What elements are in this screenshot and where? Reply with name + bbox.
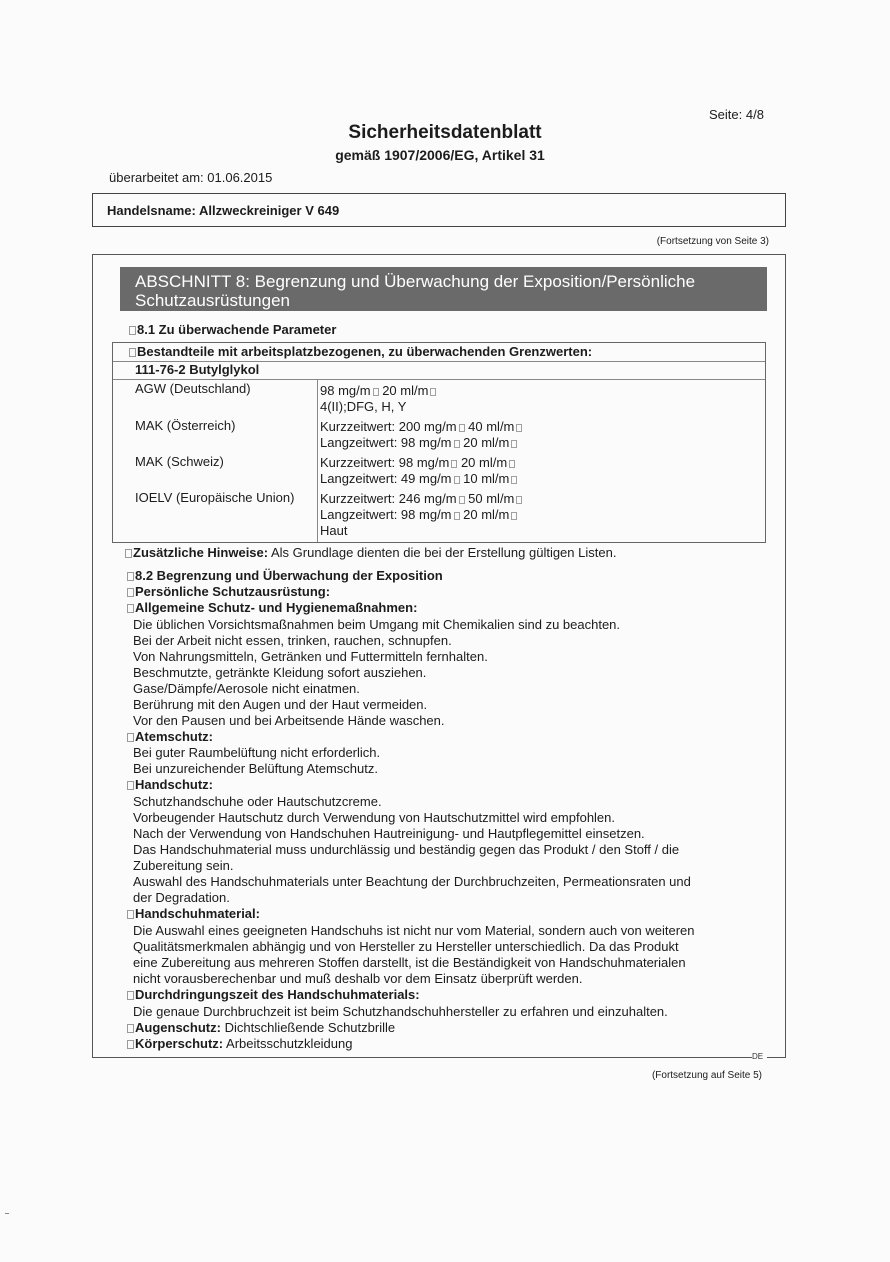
hygiene-line: Von Nahrungsmitteln, Getränken und Futtermitteln fernhalten. — [133, 649, 488, 664]
limit-value-line: 98 mg/m 20 ml/m — [320, 383, 436, 399]
hygiene-line: Bei der Arbeit nicht essen, trinken, rauchen, schnupfen. — [133, 633, 452, 648]
hygiene-line: Vor den Pausen und bei Arbeitsende Hände waschen. — [133, 713, 445, 728]
document-title: Sicherheitsdatenblatt — [348, 122, 542, 143]
table-column-divider — [317, 379, 318, 542]
footer-rule — [92, 1057, 752, 1058]
hand-protection-line: Schutzhandschuhe oder Hautschutzcreme. — [133, 794, 382, 809]
continued-on: (Fortsetzung auf Seite 5) — [651, 1070, 762, 1081]
language-tag: DE — [752, 1052, 764, 1061]
checkbox-icon — [127, 588, 134, 597]
checkbox-icon — [127, 572, 134, 581]
hand-protection-heading: Handschutz: — [127, 777, 213, 793]
hand-protection-line: Zubereitung sein. — [133, 858, 234, 873]
footer-rule — [767, 1057, 786, 1058]
respiratory-line: Bei unzureichender Belüftung Atemschutz. — [133, 761, 378, 776]
table-divider — [113, 379, 765, 380]
page-number: Seite: 4/8 — [709, 107, 764, 122]
checkbox-icon — [127, 1024, 134, 1033]
subsection-8-1-title: 8.1 Zu überwachende Parameter — [129, 322, 336, 338]
hygiene-line: Die üblichen Vorsichtsmaßnahmen beim Umgang mit Chemikalien sind zu beachten. — [133, 617, 621, 632]
superscript-box-icon — [430, 388, 436, 396]
limit-row-label: MAK (Österreich) — [135, 418, 236, 433]
checkbox-icon — [129, 326, 136, 335]
checkbox-icon — [127, 733, 134, 742]
document-subtitle: gemäß 1907/2006/EG, Artikel 31 — [335, 147, 545, 163]
limit-value-line: Kurzzeitwert: 246 mg/m 50 ml/m — [320, 491, 522, 507]
glove-material-heading: Handschuhmaterial: — [127, 906, 260, 922]
revision-date: überarbeitet am: 01.06.2015 — [109, 170, 273, 185]
hand-protection-line: Das Handschuhmaterial muss undurchlässig und beständig gegen das Produkt / den Stoff / die — [133, 842, 680, 857]
respiratory-line: Bei guter Raumbelüftung nicht erforderlich. — [133, 745, 381, 760]
glove-material-line: Qualitätsmerkmalen abhängig und von Hersteller zu Hersteller unterschiedlich. Da das Produkt — [133, 939, 679, 954]
checkbox-icon — [127, 604, 134, 613]
checkbox-icon — [129, 348, 136, 357]
glove-material-line: nicht vorausberechenbar und muß deshalb vor dem Einsatz überprüft werden. — [133, 971, 583, 986]
table-header: Bestandteile mit arbeitsplatzbezogenen, zu überwachenden Grenzwerten: — [129, 344, 592, 360]
section-heading: ABSCHNITT 8: Begrenzung und Überwachung der Exposition/Persönliche Schutzausrüstungen — [135, 272, 696, 310]
penetration-time-heading: Durchdringungszeit des Handschuhmaterials: — [127, 987, 420, 1003]
limit-row-label: IOELV (Europäische Union) — [135, 490, 295, 505]
additional-notes: Zusätzliche Hinweise: Als Grundlage dienten die bei der Erstellung gültigen Listen. — [125, 545, 616, 561]
checkbox-icon — [125, 549, 132, 558]
hygiene-line: Beschmutzte, getränkte Kleidung sofort ausziehen. — [133, 665, 427, 680]
hand-protection-line: Vorbeugender Hautschutz durch Verwendung von Hautschutzmittel wird empfohlen. — [133, 810, 616, 825]
hygiene-line: Berührung mit den Augen und der Haut vermeiden. — [133, 697, 428, 712]
eye-protection: Augenschutz: Dichtschließende Schutzbrille — [127, 1020, 395, 1036]
checkbox-icon — [127, 910, 134, 919]
hygiene-line: Gase/Dämpfe/Aerosole nicht einatmen. — [133, 681, 360, 696]
body-protection: Körperschutz: Arbeitsschutzkleidung — [127, 1036, 352, 1052]
limit-value-line: Kurzzeitwert: 98 mg/m 20 ml/m — [320, 455, 515, 471]
hand-protection-line: der Degradation. — [133, 890, 230, 905]
subsection-8-2-title: 8.2 Begrenzung und Überwachung der Exposition — [127, 568, 443, 584]
limit-value-line: Langzeitwert: 49 mg/m 10 ml/m — [320, 471, 517, 487]
scan-mark — [5, 1213, 9, 1214]
superscript-box-icon — [516, 424, 522, 432]
superscript-box-icon — [511, 476, 517, 484]
limit-value-line: 4(II);DFG, H, Y — [320, 399, 407, 414]
superscript-box-icon — [511, 512, 517, 520]
substance-name: 111-76-2 Butylglykol — [135, 362, 260, 377]
hand-protection-line: Nach der Verwendung von Handschuhen Hautreinigung- und Hautpflegemittel einsetzen. — [133, 826, 645, 841]
superscript-box-icon — [511, 440, 517, 448]
ppe-heading: Persönliche Schutzausrüstung: — [127, 584, 330, 600]
hand-protection-line: Auswahl des Handschuhmaterials unter Beachtung der Durchbruchzeiten, Permeationsraten und — [133, 874, 691, 889]
limit-value-line: Kurzzeitwert: 200 mg/m 40 ml/m — [320, 419, 522, 435]
respiratory-heading: Atemschutz: — [127, 729, 213, 745]
limit-value-line: Langzeitwert: 98 mg/m 20 ml/m — [320, 435, 517, 451]
checkbox-icon — [127, 1040, 134, 1049]
glove-material-line: Die Auswahl eines geeigneten Handschuhs ist nicht nur vom Material, sondern auch von weiteren — [133, 923, 695, 938]
checkbox-icon — [127, 991, 134, 1000]
trade-name: Handelsname: Allzweckreiniger V 649 — [107, 203, 340, 218]
checkbox-icon — [127, 781, 134, 790]
superscript-box-icon — [509, 460, 515, 468]
limit-row-label: MAK (Schweiz) — [135, 454, 224, 469]
penetration-time-line: Die genaue Durchbruchzeit ist beim Schutzhandschuhhersteller zu erfahren und einzuhalten. — [133, 1004, 668, 1019]
limit-row-label: AGW (Deutschland) — [135, 381, 251, 396]
limit-value-line: Langzeitwert: 98 mg/m 20 ml/m — [320, 507, 517, 523]
superscript-box-icon — [516, 496, 522, 504]
hygiene-heading: Allgemeine Schutz- und Hygienemaßnahmen: — [127, 600, 417, 616]
continued-from: (Fortsetzung von Seite 3) — [656, 236, 769, 247]
glove-material-line: eine Zubereitung aus mehreren Stoffen darstellt, ist die Beständigkeit von Handschuhmaterialen — [133, 955, 686, 970]
limit-value-line: Haut — [320, 523, 348, 538]
